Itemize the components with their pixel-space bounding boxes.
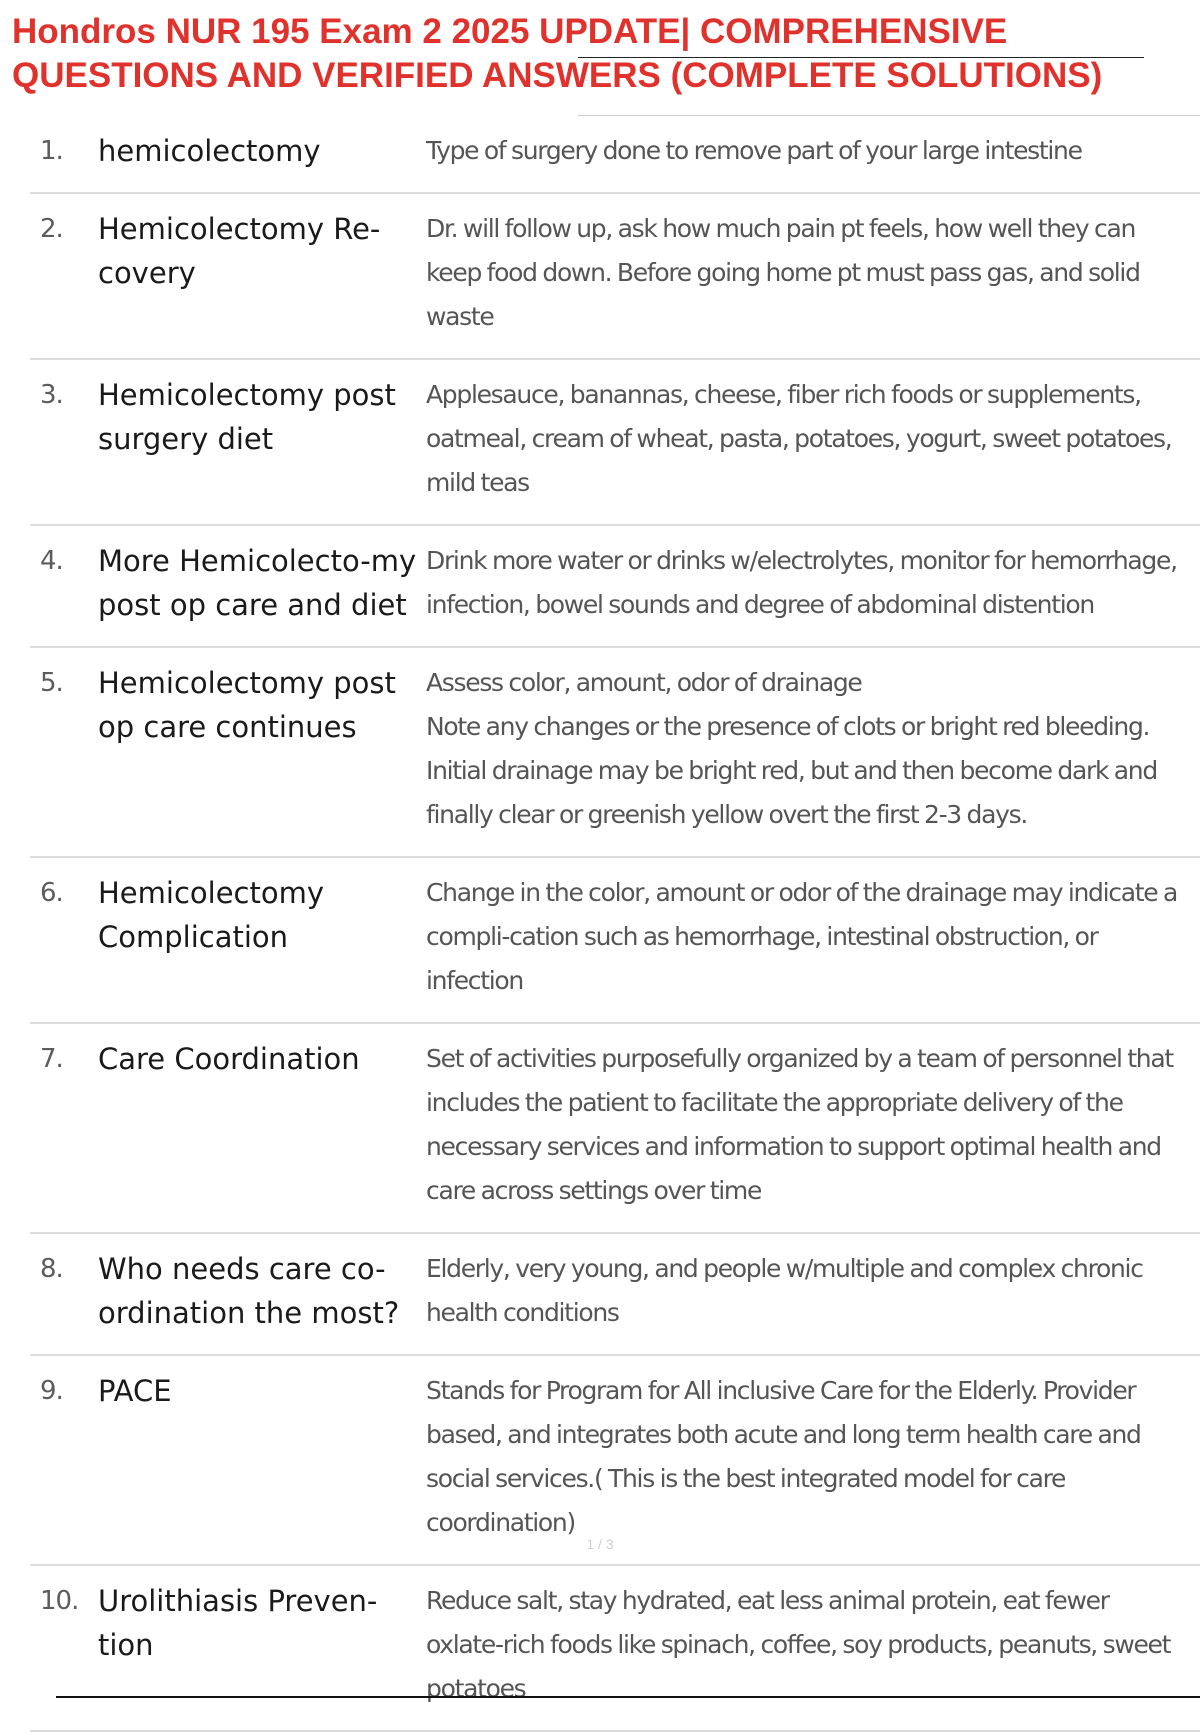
card-definition: Assess color, amount, odor of drainage Note any changes or the presence of clots or bright red bleeding. Initial drainage may be bright red, but and then become dark and finally clear or greenish yellow overt the first 2-3 days. — [426, 668, 1157, 829]
document-title: Hondros NUR 195 Exam 2 2025 UPDATE| COMPREHENSIVE QUESTIONS AND VERIFIED ANSWERS (COMPLETE SOLUTIONS) — [12, 12, 1103, 95]
card-number: 2. — [40, 214, 63, 244]
flashcard-row — [30, 1356, 1200, 1566]
flashcard-row — [30, 1234, 1200, 1356]
card-definition: Elderly, very young, and people w/multiple and complex chronic health conditions — [426, 1254, 1143, 1327]
card-definition: Applesauce, banannas, cheese, fiber rich foods or supplements, oatmeal, cream of wheat, pasta, potatoes, yogurt, sweet potatoes, mild teas — [426, 380, 1172, 497]
card-number: 1. — [40, 136, 63, 166]
flashcard-row — [30, 194, 1200, 360]
card-term: Urolithiasis Preven-tion — [98, 1584, 378, 1662]
flashcard-row — [30, 1024, 1200, 1234]
card-number: 10. — [40, 1586, 79, 1616]
card-number: 6. — [40, 878, 63, 908]
page-number: 1 / 3 — [586, 1536, 614, 1552]
card-term: Hemicolectomy post op care continues — [98, 666, 396, 744]
card-number: 9. — [40, 1376, 63, 1406]
card-definition: Reduce salt, stay hydrated, eat less animal protein, eat fewer oxlate-rich foods like spinach, coffee, soy products, peanuts, sweet potatoes — [426, 1586, 1171, 1703]
card-number: 5. — [40, 668, 63, 698]
card-definition: Drink more water or drinks w/electrolytes, monitor for hemorrhage, infection, bowel sounds and degree of abdominal distention — [426, 546, 1177, 619]
card-term: Hemicolectomy Complication — [98, 876, 325, 954]
flashcard-row — [30, 360, 1200, 526]
flashcard-list — [30, 116, 1200, 1732]
card-number: 7. — [40, 1044, 63, 1074]
flashcard-row — [30, 1566, 1200, 1732]
footer-divider — [56, 1696, 1200, 1698]
card-number: 3. — [40, 380, 63, 410]
card-number: 4. — [40, 546, 63, 576]
card-number: 8. — [40, 1254, 63, 1284]
card-term: PACE — [98, 1374, 172, 1408]
flashcard-row — [30, 648, 1200, 858]
card-term: Who needs care co-ordination the most? — [98, 1252, 400, 1330]
title-underline — [578, 57, 1144, 58]
card-definition: Stands for Program for All inclusive Care for the Elderly. Provider based, and integrates both acute and long term health care and social services.( This is the best integrated model for care coordination) — [426, 1376, 1141, 1537]
flashcard-row — [30, 526, 1200, 648]
card-term: Care Coordination — [98, 1042, 360, 1076]
card-term: hemicolectomy — [98, 134, 321, 168]
flashcard-row — [30, 116, 1200, 194]
card-definition: Change in the color, amount or odor of the drainage may indicate a compli-cation such as hemorrhage, intestinal obstruction, or infection — [426, 878, 1177, 995]
card-definition: Dr. will follow up, ask how much pain pt feels, how well they can keep food down. Before going home pt must pass gas, and solid waste — [426, 214, 1140, 331]
flashcard-row — [30, 858, 1200, 1024]
card-definition: Type of surgery done to remove part of your large intestine — [426, 136, 1082, 165]
card-term: Hemicolectomy Re-covery — [98, 212, 381, 290]
card-term: More Hemicolecto-my post op care and diet — [98, 544, 417, 622]
card-term: Hemicolectomy post surgery diet — [98, 378, 396, 456]
card-definition: Set of activities purposefully organized by a team of personnel that includes the patient to facilitate the appropriate delivery of the necessary services and information to support optimal health and care across settings over time — [426, 1044, 1173, 1205]
